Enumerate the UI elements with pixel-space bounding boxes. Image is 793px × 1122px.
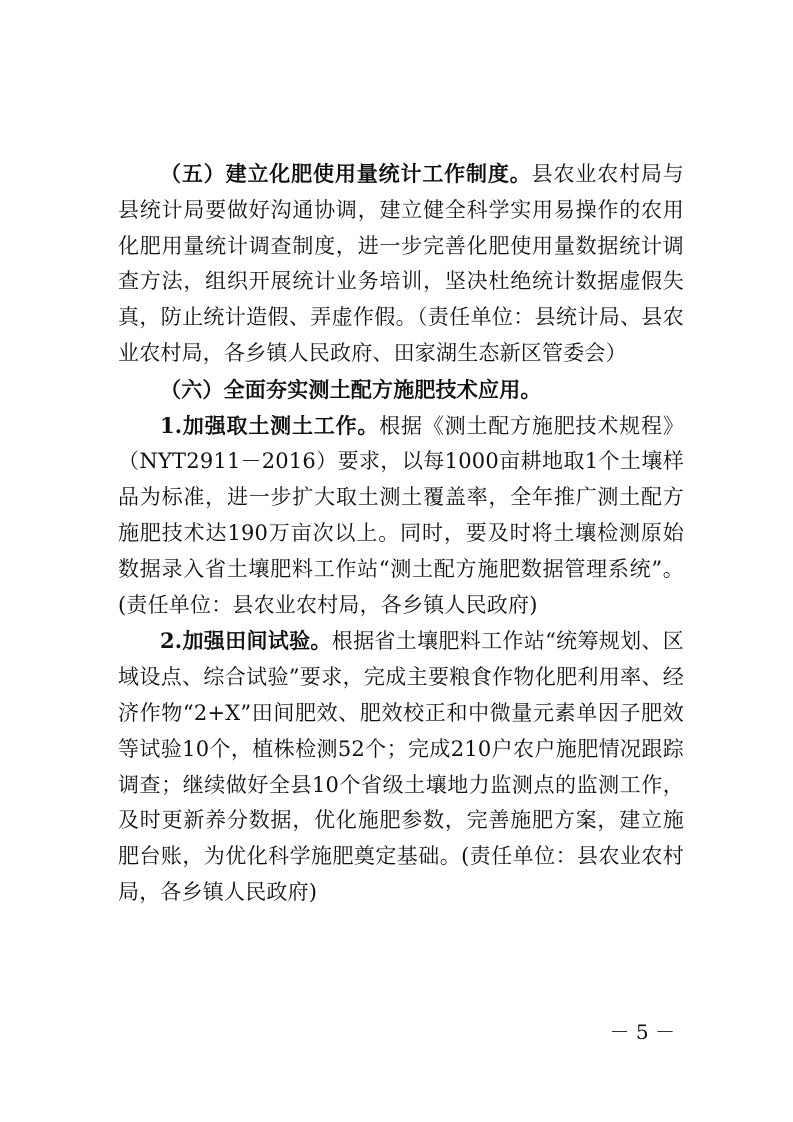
item-one-heading: 1.加强取土测土工作。 [160,412,380,438]
page-number: － 5 － [609,1020,675,1044]
item-two-heading: 2.加强田间试验。 [160,628,332,654]
section-five-heading: （五）建立化肥使用量统计工作制度。 [160,161,532,186]
paragraph-item-two [118,623,684,910]
paragraph-item-one [118,408,684,624]
section-five-text: 县农业农村局与县统计局要做好沟通协调，建立健全科学实用易操作的农用化肥用量统计调查制度，进一步完善化肥使用量数据统计调查方法，组织开展统计业务培训，坚决杜绝统计数据虚假失真，防止统计造假、弄虚作假。（责任单位：县统计局、县农业农村局，各乡镇人民政府、田家湖生态新区管委会） [118,162,684,365]
item-one-text: 根据《测土配方施肥技术规程》（NYT2911－2016）要求，以每1000亩耕地取1个土壤样品为标准，进一步扩大取土测土覆盖率，全年推广测土配方施肥技术达190万亩次以上。同时，要及时将土壤检测原始数据录入省土壤肥料工作站“测土配方施肥数据管理系统”。(责任单位：县农业农村局，各乡镇人民政府) [118,413,684,617]
item-two-text: 根据省土壤肥料工作站“统筹规划、区域设点、综合试验”要求，完成主要粮食作物化肥利用率、经济作物“2+X”田间肥效、肥效校正和中微量元素单因子肥效等试验10个，植株检测52个；完成210户农户施肥情况跟踪调查；继续做好全县10个省级土壤地力监测点的监测工作，及时更新养分数据，优化施肥参数，完善施肥方案，建立施肥台账，为优化科学施肥奠定基础。(责任单位：县农业农村局，各乡镇人民政府) [118,629,684,904]
section-six-heading: （六）全面夯实测土配方施肥技术应用。 [160,376,542,402]
document-body [118,156,684,911]
paragraph-section-five [118,156,684,372]
